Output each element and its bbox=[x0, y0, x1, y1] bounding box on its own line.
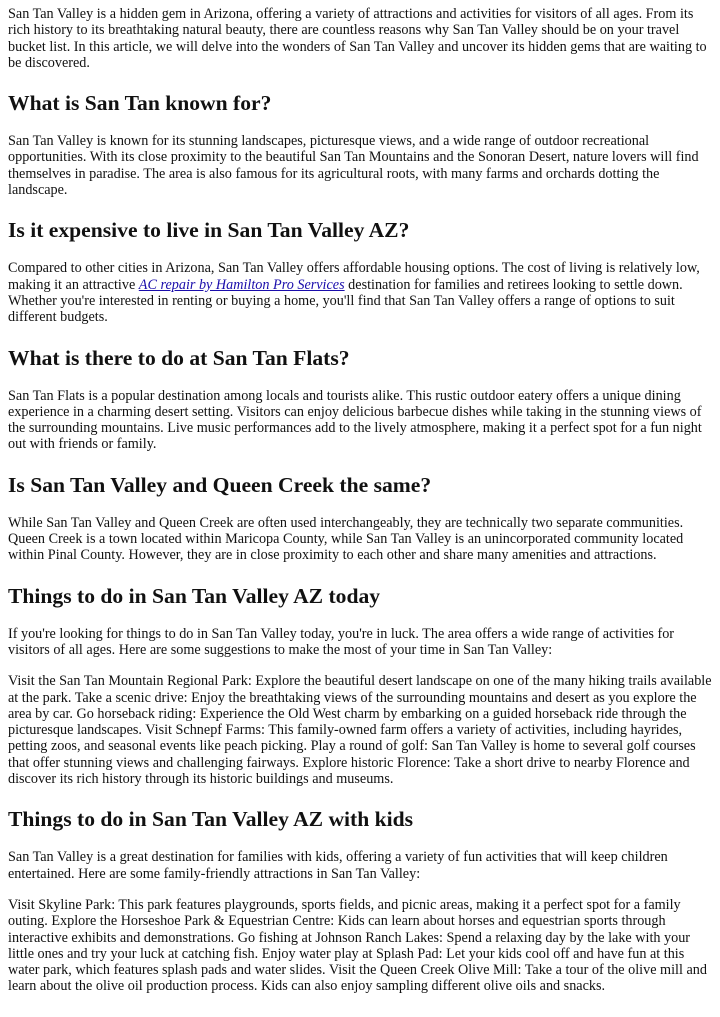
heading-cost-of-living: Is it expensive to live in San Tan Valley AZ? bbox=[8, 218, 410, 243]
paragraph-things-kids-intro: San Tan Valley is a great destination for families with kids, offering a variety of fun activities that will keep children entertained. Here are some family-friendly attractions in San Tan Valley: bbox=[8, 849, 668, 882]
heading-queen-creek: Is San Tan Valley and Queen Creek the same? bbox=[8, 472, 432, 497]
ac-repair-link[interactable]: AC repair by Hamilton Pro Services bbox=[138, 276, 345, 293]
paragraph-cost-text-before: Compared to other cities in Arizona, San Tan Valley offers affordable housing options. The cost of living is relatively low, making it an attractive bbox=[8, 260, 700, 293]
paragraph-things-today-intro: If you're looking for things to do in San Tan Valley today, you're in luck. The area offers a wide range of activities for visitors of all ages. Here are some suggestions to make the most of your time in San Tan Valley: bbox=[8, 625, 675, 658]
intro-paragraph: San Tan Valley is a hidden gem in Arizona, offering a variety of attractions and activities for visitors of all ages. From its rich history to its breathtaking natural beauty, there are countless reasons why San Tan Valley should be on your travel bucket list. In this article, we will delve into the wonders of San Tan Valley and uncover its hidden gems that are waiting to be discovered. bbox=[8, 6, 707, 71]
paragraph-things-today-list: Visit the San Tan Mountain Regional Park: Explore the beautiful desert landscape on one of the many hiking trails available at the park. Take a scenic drive: Enjoy the breathtaking views of the surrounding mountains and desert as you explore the area by car. Go horseback riding: Experience the Old West charm by embarking on a guided horseback ride through the picturesque landscapes. Visit Schnepf Farms: This family-owned farm offers a variety of activities, including hayrides, petting zoos, and seasonal events like peach picking. Play a round of golf: San Tan Valley is home to several golf courses that offer stunning views and challenging fairways. Explore historic Florence: Take a short drive to nearby Florence and discover its rich history through its historic buildings and museums. bbox=[8, 673, 712, 788]
heading-things-today: Things to do in San Tan Valley AZ today bbox=[8, 583, 381, 608]
heading-things-kids: Things to do in San Tan Valley AZ with kids bbox=[8, 807, 414, 832]
paragraph-cost-text-after: destination for families and retirees looking to settle down. Whether you're interested in renting or buying a home, you'll find that San Tan Valley offers a range of options to suit different budgets. bbox=[8, 276, 683, 326]
heading-san-tan-flats: What is there to do at San Tan Flats? bbox=[8, 345, 350, 370]
paragraph-queen-creek: While San Tan Valley and Queen Creek are often used interchangeably, they are technically two separate communities. Queen Creek is a town located within Maricopa County, while San Tan Valley is an unincorporated community located within Pinal County. However, they are in close proximity to each other and share many amenities and attractions. bbox=[8, 514, 684, 564]
heading-known-for: What is San Tan known for? bbox=[8, 91, 272, 116]
paragraph-cost-of-living bbox=[8, 260, 712, 325]
paragraph-san-tan-flats: San Tan Flats is a popular destination among locals and tourists alike. This rustic outdoor eatery offers a unique dining experience in a charming desert setting. Visitors can enjoy delicious barbecue dishes while taking in the stunning views of the surrounding mountains. Live music performances add to the lively atmosphere, making it a perfect spot for a fun night out with friends or family. bbox=[8, 387, 702, 453]
paragraph-things-kids-list: Visit Skyline Park: This park features playgrounds, sports fields, and picnic areas, making it a perfect spot for a family outing. Explore the Horseshoe Park & Equestrian Centre: Kids can learn about horses and equestrian sports through interactive exhibits and demonstrations. Go fishing at Johnson Ranch Lakes: Spend a relaxing day by the lake with your little ones and try your luck at catching fish. Enjoy water play at Splash Pad: Let your kids cool off and have fun at this water park, which features splash pads and water slides. Visit the Queen Creek Olive Mill: Take a tour of the olive mill and learn about the olive oil production process. Kids can also enjoy sampling different olive oils and snacks. bbox=[8, 896, 707, 995]
paragraph-known-for: San Tan Valley is known for its stunning landscapes, picturesque views, and a wide range of outdoor recreational opportunities. With its close proximity to the beautiful San Tan Mountains and the Sonoran Desert, nature lovers will find themselves in paradise. The area is also famous for its agricultural roots, with many farms and orchards dotting the landscape. bbox=[8, 133, 699, 199]
